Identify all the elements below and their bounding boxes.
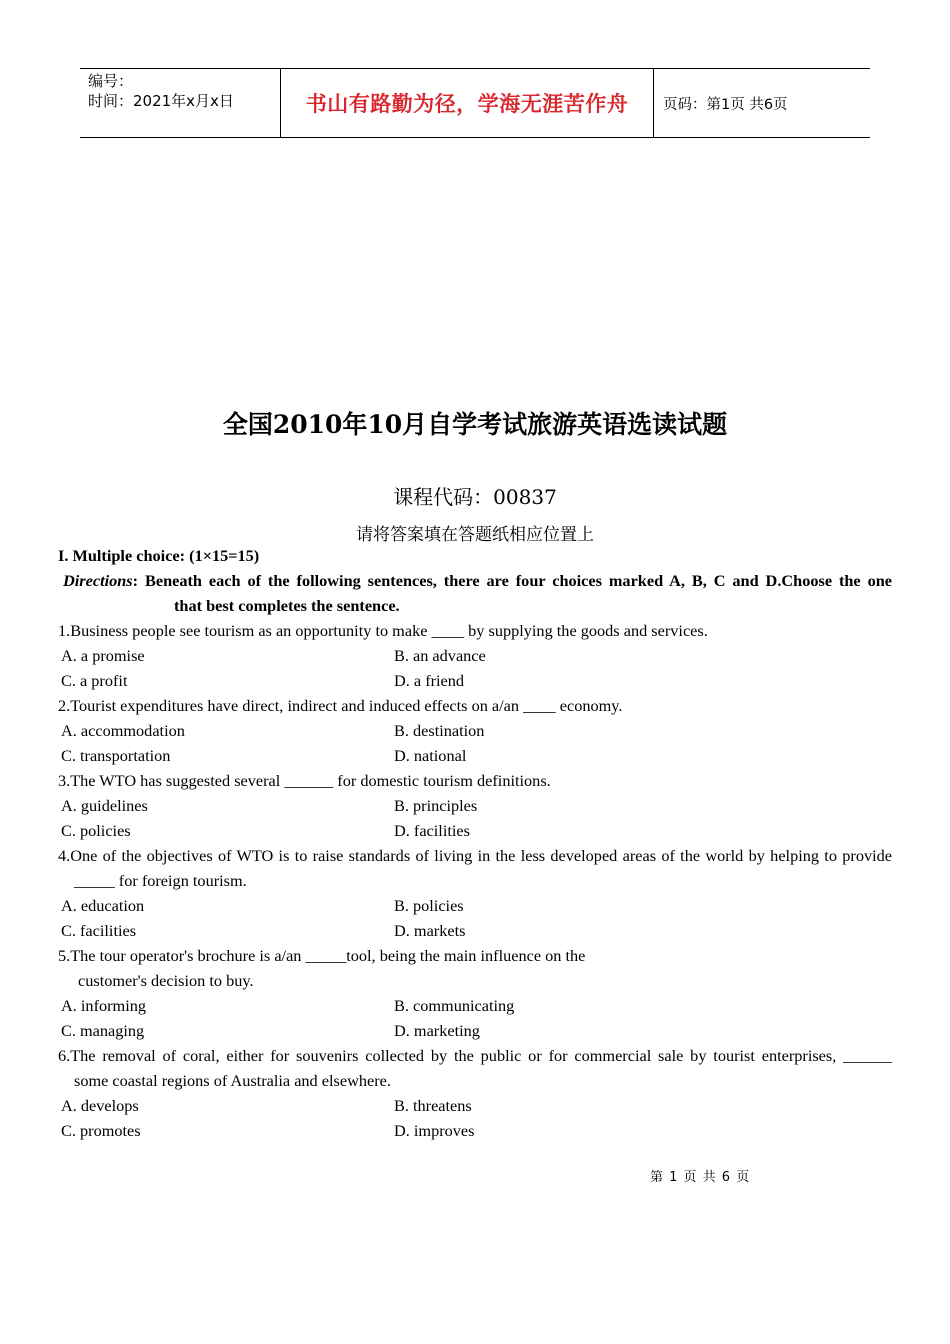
page-footer: 第 1 页 共 6 页 [650,1170,751,1185]
page-header [80,68,870,138]
answer-instruction: 请将答案填在答题纸相应位置上 [356,525,594,545]
question-1: 1.Business people see tourism as an opportunity to make ____ by supplying the goods and services. [58,621,708,640]
directions-text-1: : Beneath each of the following sentences, there are four choices marked A, B, C and D.Choose the one [132,571,892,590]
question-3-option-a: A. guidelines [61,796,148,815]
question-3: 3.The WTO has suggested several ______ for domestic tourism definitions. [58,771,551,790]
question-6-option-d: D. improves [394,1121,475,1140]
question-3-option-d: D. facilities [394,821,470,840]
directions-label: Directions [63,571,133,590]
question-5-option-c: C. managing [61,1021,145,1040]
question-4-option-d: D. markets [394,921,466,940]
question-2-options-row-2 [58,743,892,768]
section-heading: I. Multiple choice: (1×15=15) [58,546,260,565]
exam-content [58,543,892,1143]
question-2: 2.Tourist expenditures have direct, indirect and induced effects on a/an ____ economy. [58,696,623,715]
date-label: 时间：2021年x月x日 [88,92,234,110]
question-3-option-c: C. policies [61,821,131,840]
question-5: 5.The tour operator's brochure is a/an _____tool, being the main influence on the [58,946,586,965]
question-1-option-b: B. an advance [394,646,486,665]
exam-title: 全国2010年10月自学考试旅游英语选读试题 [222,410,728,439]
header-left-cell [80,69,281,137]
question-4: 4.One of the objectives of WTO is to raise standards of living in the less developed areas of the world by helping to provide [58,846,892,865]
header-right-cell [654,69,870,137]
question-3-options-row-2 [58,818,892,843]
question-6: 6.The removal of coral, either for souvenirs collected by the public or for commercial sale by tourist enterprises, ______ [58,1046,892,1065]
question-2-option-b: B. destination [394,721,485,740]
question-5-options-row-2 [58,1018,892,1043]
question-5-continuation: customer's decision to buy. [78,971,254,990]
question-2-option-c: C. transportation [61,746,171,765]
question-1-option-c: C. a profit [61,671,128,690]
question-6-option-a: A. develops [61,1096,139,1115]
question-1-options-row-1 [58,643,892,668]
serial-label: 编号： [88,72,134,90]
question-2-options-row-1 [58,718,892,743]
question-5-option-d: D. marketing [394,1021,480,1040]
directions-line-2: that best completes the sentence. [174,596,400,615]
question-6-option-c: C. promotes [61,1121,141,1140]
question-2-option-d: D. national [394,746,467,765]
question-6-options-row-2 [58,1118,892,1143]
question-1-option-a: A. a promise [61,646,145,665]
question-6-options-row-1 [58,1093,892,1118]
question-6-continuation: some coastal regions of Australia and elsewhere. [74,1071,391,1090]
question-4-option-a: A. education [61,896,145,915]
question-5-option-b: B. communicating [394,996,515,1015]
course-code: 课程代码：00837 [393,485,557,509]
question-1-option-d: D. a friend [394,671,465,690]
question-4-continuation: _____ for foreign tourism. [74,871,247,890]
header-page-info: 页码：第1页 共6页 [663,96,788,113]
directions-line-1 [58,568,892,593]
question-1-options-row-2 [58,668,892,693]
question-3-option-b: B. principles [394,796,478,815]
question-6-option-b: B. threatens [394,1096,472,1115]
motto: 书山有路勤为径，学海无涯苦作舟 [305,92,629,116]
question-5-option-a: A. informing [61,996,147,1015]
question-4-option-c: C. facilities [61,921,137,940]
question-4-option-b: B. policies [394,896,464,915]
question-2-option-a: A. accommodation [61,721,185,740]
question-4-options-row-1 [58,893,892,918]
question-4-options-row-2 [58,918,892,943]
header-middle-cell [281,69,654,137]
question-5-options-row-1 [58,993,892,1018]
question-3-options-row-1 [58,793,892,818]
